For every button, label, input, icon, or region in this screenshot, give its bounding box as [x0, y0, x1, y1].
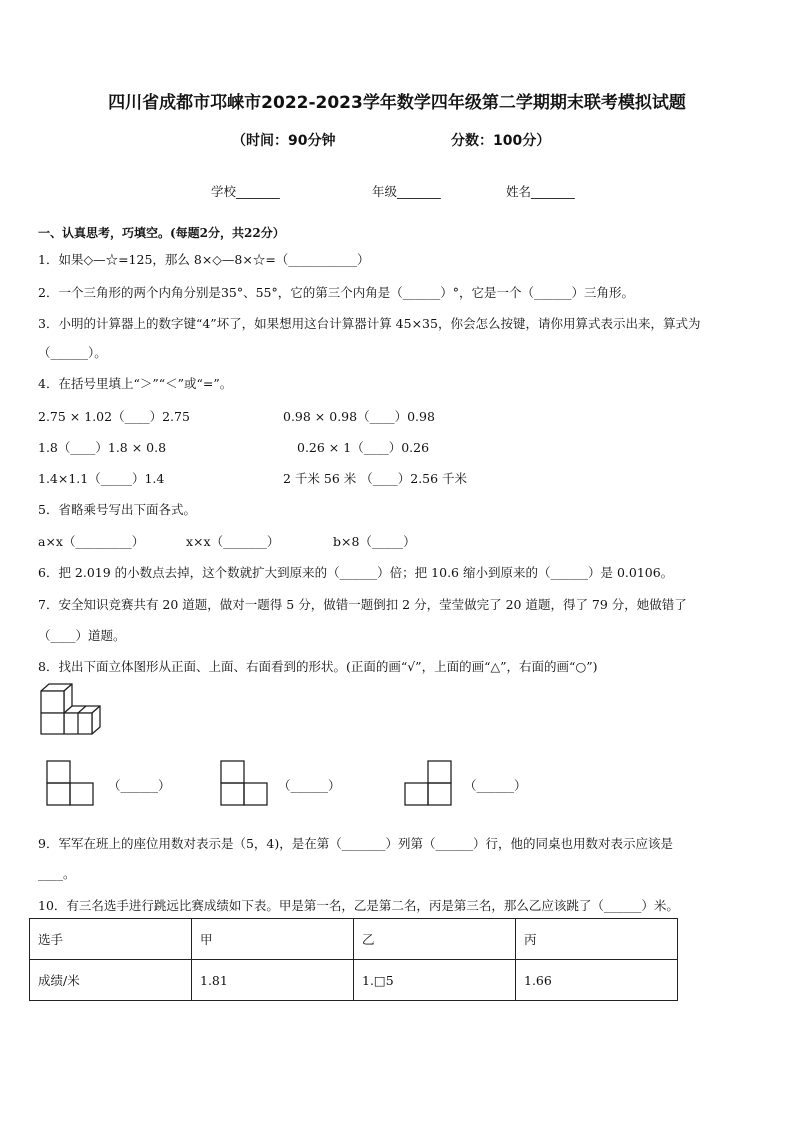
table-cell: 成绩/米 [30, 960, 192, 1001]
question-3-cont: （______）。 [38, 345, 107, 360]
view-shape-2 [220, 760, 268, 806]
q4-item: 1.8（____）1.8 × 0.8 [38, 440, 167, 455]
question-8: 8．找出下面立体图形从正面、上面、右面看到的形状。(正面的画“√”，上面的画“△”，右面的画“○”) [38, 659, 598, 674]
q8-blank[interactable]: （______） [278, 778, 341, 793]
exam-score: 分数：100分） [451, 133, 551, 149]
section-heading: 一、认真思考，巧填空。(每题2分，共22分） [38, 226, 285, 240]
q4-item: 0.26 × 1（____）0.26 [297, 440, 430, 455]
question-2: 2．一个三角形的两个内角分别是35°、55°，它的第三个内角是（______）°，它是一个（______）三角形。 [38, 285, 635, 300]
question-10: 10．有三名选手进行跳远比赛成绩如下表。甲是第一名，乙是第二名，丙是第三名，那么乙应该跳了（______）米。 [38, 898, 679, 913]
q8-blank[interactable]: （______） [108, 778, 171, 793]
question-3: 3．小明的计算器上的数字键“4”坏了，如果想用这台计算器计算 45×35，你会怎么按键，请你用算式表示出来，算式为 [38, 316, 701, 331]
table-header-cell: 乙 [354, 919, 516, 960]
q4-item: 2.75 × 1.02（____）2.75 [38, 409, 190, 424]
results-table [29, 918, 678, 1001]
name-field[interactable]: 姓名_______ [506, 184, 575, 199]
view-shape-3 [404, 760, 452, 806]
question-7: 7．安全知识竞赛共有 20 道题，做对一题得 5 分，做错一题倒扣 2 分，莹莹做完了 20 道题，得了 79 分，她做错了 [38, 597, 687, 612]
table-cell: 1.□5 [354, 960, 516, 1001]
question-1: 1．如果◇—☆=125，那么 8×◇—8×☆=（___________） [38, 252, 370, 267]
table-header-cell: 丙 [516, 919, 678, 960]
question-9-cont: ____。 [38, 866, 76, 881]
table-cell: 1.81 [192, 960, 354, 1001]
table-cell: 1.66 [516, 960, 678, 1001]
question-4: 4．在括号里填上“＞”“＜”或“=”。 [38, 376, 233, 391]
question-9: 9．军军在班上的座位用数对表示是（5，4)，是在第（_______）列第（______）行，他的同桌也用数对表示应该是 [38, 836, 673, 851]
q8-blank[interactable]: （______） [464, 778, 527, 793]
q5-item: b×8（_____） [333, 534, 416, 549]
question-5: 5．省略乘号写出下面各式。 [38, 502, 196, 517]
view-shape-1 [46, 760, 94, 806]
q4-item: 0.98 × 0.98（____）0.98 [283, 409, 435, 424]
exam-time: （时间：90分钟 [232, 133, 336, 149]
q4-item: 2 千米 56 米 （____）2.56 千米 [283, 471, 468, 486]
q5-item: x×x（_______） [186, 534, 280, 549]
table-row [30, 960, 678, 1001]
table-header-cell: 选手 [30, 919, 192, 960]
table-header-cell: 甲 [192, 919, 354, 960]
page-title: 四川省成都市邛崃市2022-2023学年数学四年级第二学期期末联考模拟试题 [108, 93, 686, 113]
q4-item: 1.4×1.1（_____）1.4 [38, 471, 165, 486]
q5-item: a×x（_________） [38, 534, 145, 549]
school-field[interactable]: 学校_______ [211, 184, 280, 199]
grade-field[interactable]: 年级_______ [372, 184, 441, 199]
question-7-cont: （____）道题。 [38, 628, 126, 643]
question-6: 6．把 2.019 的小数点去掉，这个数就扩大到原来的（______）倍；把 10.6 缩小到原来的（______）是 0.0106。 [38, 565, 674, 580]
solid-figure [40, 683, 102, 739]
table-header-row [30, 919, 678, 960]
